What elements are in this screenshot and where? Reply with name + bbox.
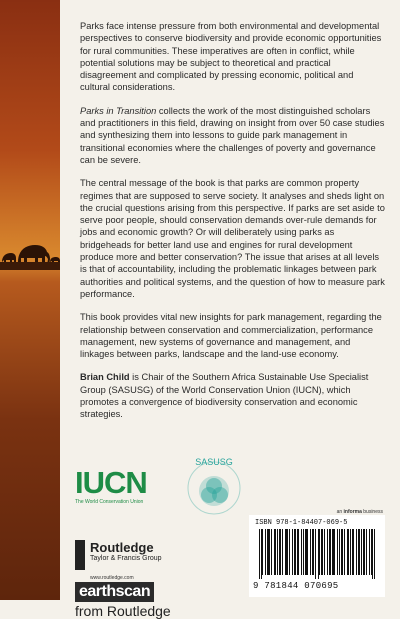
sunset-photo-strip bbox=[0, 0, 60, 600]
barcode-bar bbox=[262, 529, 263, 575]
barcode-bar bbox=[347, 529, 348, 575]
barcode-bar bbox=[369, 529, 370, 575]
barcode-bar bbox=[261, 529, 262, 579]
sasusg-logo bbox=[183, 455, 245, 517]
barcode-bar bbox=[322, 529, 323, 575]
barcode-bar bbox=[310, 529, 311, 575]
earthscan-from: from Routledge bbox=[75, 603, 171, 619]
barcode-bar bbox=[315, 529, 316, 579]
barcode-bar bbox=[280, 529, 281, 575]
horizon-ground bbox=[0, 262, 60, 270]
barcode-bar bbox=[265, 529, 266, 575]
barcode-bar bbox=[348, 529, 349, 575]
isbn-number: ISBN 978-1-84407-069-5 bbox=[255, 519, 348, 527]
barcode-bar bbox=[321, 529, 322, 575]
barcode-bar bbox=[361, 529, 362, 575]
barcode-bar bbox=[363, 529, 364, 575]
informa-suffix: business bbox=[361, 509, 383, 515]
isbn-barcode bbox=[249, 515, 385, 597]
barcode-bar bbox=[358, 529, 359, 575]
barcode-bar bbox=[359, 529, 360, 575]
blurb bbox=[80, 20, 385, 432]
barcode-bar bbox=[301, 529, 302, 575]
informa-brand: informa bbox=[343, 509, 362, 515]
publisher-logos bbox=[75, 455, 395, 619]
barcode-bar bbox=[344, 529, 345, 575]
barcode-bar bbox=[298, 529, 299, 575]
barcode-bars bbox=[259, 529, 375, 579]
barcode-bar bbox=[274, 529, 275, 575]
barcode-bar bbox=[313, 529, 314, 575]
barcode-bar bbox=[275, 529, 276, 575]
barcode-bar bbox=[341, 529, 342, 575]
barcode-bar bbox=[267, 529, 268, 575]
barcode-bar bbox=[306, 529, 307, 575]
blurb-paragraph-1: Parks face intense pressure from both environmental and developmental perspectives to conserve biodiversity and provide economic opportunities for rural communities. These imperatives are often in conflict, while potential solutions may be subject to theoretical and practical disagreement and complicated by pressing economic, political and cultural considerations. bbox=[80, 21, 382, 93]
barcode-bar bbox=[342, 529, 343, 575]
author-bio-text: is Chair of the Southern Africa Sustainable Use Specialist Group (SASUSG) of the World Conservation Union (IUCN), which promotes a convergence of biodiversity conservation and economic strategies. bbox=[80, 372, 369, 420]
barcode-bar bbox=[352, 529, 353, 575]
sasusg-wordmark: SASUSG bbox=[195, 457, 233, 467]
informa-prefix: an bbox=[336, 509, 344, 515]
barcode-bar bbox=[318, 529, 319, 579]
barcode-bar bbox=[292, 529, 293, 575]
barcode-bar bbox=[312, 529, 313, 575]
barcode-bar bbox=[294, 529, 295, 575]
barcode-bar bbox=[297, 529, 298, 575]
barcode-bar bbox=[350, 529, 351, 575]
barcode-bar bbox=[330, 529, 331, 575]
barcode-bar bbox=[332, 529, 333, 575]
author-bio bbox=[80, 371, 385, 420]
barcode-bar bbox=[307, 529, 308, 575]
barcode-bar bbox=[268, 529, 269, 575]
barcode-bar bbox=[374, 529, 375, 579]
routledge-wordmark: Routledge bbox=[90, 540, 154, 555]
barcode-bar bbox=[277, 529, 278, 575]
earthscan-logo bbox=[75, 582, 171, 619]
barcode-bar bbox=[372, 529, 373, 579]
routledge-mark-icon bbox=[75, 540, 85, 570]
barcode-bar bbox=[364, 529, 365, 575]
barcode-bar bbox=[371, 529, 372, 575]
blurb-paragraph-2-text: collects the work of the most distinguished scholars and practitioners in this field, drawing on insight from over 50 case studies and synthesizing them into lessons to guide park management in transitional economies where the challenges of poverty and governance can be severe. bbox=[80, 105, 385, 165]
barcode-bar bbox=[353, 529, 354, 575]
iucn-tagline: The World Conservation Union bbox=[75, 499, 144, 505]
barcode-bar bbox=[324, 529, 325, 575]
barcode-bar bbox=[333, 529, 334, 575]
barcode-digits: 9 781844 070695 bbox=[253, 581, 339, 591]
author-name: Brian Child bbox=[80, 372, 130, 383]
book-title: Parks in Transition bbox=[80, 105, 157, 116]
barcode-bar bbox=[303, 529, 304, 575]
barcode-bar bbox=[286, 529, 287, 575]
barcode-bar bbox=[327, 529, 328, 575]
barcode-bar bbox=[271, 529, 272, 575]
barcode-bar bbox=[329, 529, 330, 575]
barcode-bar bbox=[295, 529, 296, 575]
barcode-bar bbox=[287, 529, 288, 575]
barcode-bar bbox=[285, 529, 286, 575]
barcode-bar bbox=[366, 529, 367, 575]
barcode-bar bbox=[337, 529, 338, 575]
barcode-bar bbox=[305, 529, 306, 575]
barcode-bar bbox=[269, 529, 270, 575]
barcode-bar bbox=[282, 529, 283, 575]
barcode-bar bbox=[356, 529, 357, 575]
barcode-bar bbox=[334, 529, 335, 575]
blurb-paragraph-2 bbox=[80, 105, 385, 166]
barcode-bar bbox=[289, 529, 290, 575]
earthscan-wordmark: earthscan bbox=[75, 582, 154, 602]
barcode-bar bbox=[279, 529, 280, 575]
barcode-bar bbox=[319, 529, 320, 575]
blurb-paragraph-4: This book provides vital new insights for park management, regarding the relationship between conservation and commercialization, performance management, new systems of governance and management, and linkages between parks, landscape and the land-use economy. bbox=[80, 312, 382, 360]
barcode-bar bbox=[339, 529, 340, 575]
blurb-paragraph-3: The central message of the book is that parks are common property regimes that are supposed to serve society. It analyses and sheds light on the crucial questions arising from this perspective. If parks are set aside to serve poor people, should conservation demands over-rule demands for jobs and economic growth? Or will deliberately using parks as bridgeheads for better land use and engines for rural development produce more and better conservation? The issue that arises at all levels is that of accountability, including the problematic linkages between park authorities and political systems, and the question of how to measure park performance. bbox=[80, 178, 385, 299]
barcode-bar bbox=[259, 529, 260, 579]
routledge-url: www.routledge.com bbox=[90, 575, 134, 581]
iucn-wordmark: IUCN bbox=[75, 465, 147, 500]
routledge-group: Taylor & Francis Group bbox=[90, 555, 162, 562]
iucn-logo bbox=[75, 465, 147, 505]
